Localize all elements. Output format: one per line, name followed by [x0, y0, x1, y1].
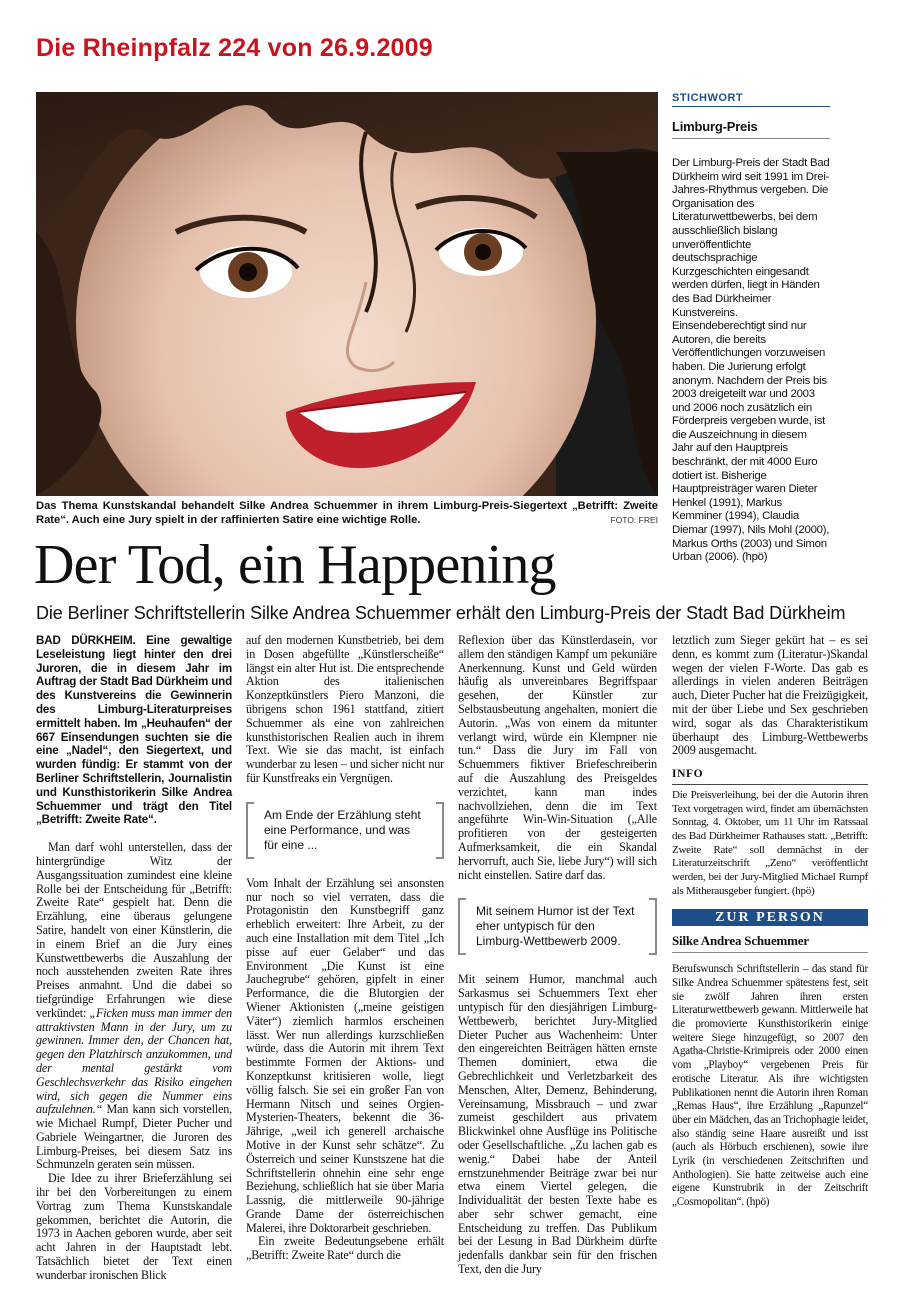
article-paragraph: auf den modernen Kunstbetrieb, bei dem in Dosen abgefüllte „Künstlerscheiße“ längst ein alter Hut ist. Die entsprechende Aktion des italienischen Konzeptkünstlers Piero Manzoni, die übrigens schon 1961 stattfand, zitiert Schuemmer als eine von zahlreichen kunsthistorischen Realien auch in ihrem Text. Wie sie das macht, ist einfach wunderbar zu lesen – und sicher nicht nur für Kunstfreaks ein Vergnügen. [246, 633, 444, 785]
article-paragraph: Mit seinem Humor, manchmal auch Sarkasmus sei Schuemmers Text eher untypisch für den diesjährigen Limburg-Wettbewerb, berichtet Jury-Mitglied Dieter Pucher aus Wachenheim: Unter den eingereichten Beiträgen hätten ernste Themen dominiert, etwa die Gebrechlichkeit und Verletzbarkeit des Menschen, Alter, Demenz, Behinderung, Vereinsamung, Missbrauch – und zwar zumeist geschildert aus privatem Blickwinkel ohne Ausflüge ins Politische oder Gesellschaftliche. „Zu lachen gab es wenig.“ Dabei habe der Anteil ernstzunehmender Beiträge zwar bei nur etwa einem Viertel gelegen, die Individualität der besten Texte habe es aber sehr schwer gemacht, eine Entscheidung zu treffen. Das Publikum bei der Lesung in Bad Dürkheim dürfte jedenfalls dankbar sein für den frischen Text, den die Jury [458, 972, 657, 1277]
photo-credit: FOTO: FREI [610, 515, 658, 525]
info-box [672, 768, 868, 898]
italic-quote: „Ficken muss man immer den attraktivsten Mann in der Jury, um zu gewinnen. Immer den, der Chancen hat, gegen den Platzhirsch anzukommen, und der mental gestärkt vom Geschlechsverkehr das Risiko eingehen wird, sich gegen die Nummer eins aufzulehnen.“ [36, 1005, 233, 1117]
stichwort-title: Limburg-Preis [672, 119, 830, 139]
article-lead: BAD DÜRKHEIM. Eine gewaltige Leseleistung liegt hinter den drei Juroren, die in diesem Jahr im Auftrag der Stadt Bad Dürkheim und des Kunstvereins die Gewinnerin des Limburg-Literaturpreises ermittelt haben. Im „Heuhaufen“ der 667 Einsendungen suchten sie die eine „Nadel“, den Siegertext, und wurden fündig: Er stammt von der Berliner Schriftstellerin, Journalistin und Kunsthistorikerin Silke Andrea Schuemmer und trägt den Titel „Betrifft: Zweite Rate“. [36, 634, 232, 827]
zur-person-title: Silke Andrea Schuemmer [672, 934, 868, 953]
pull-quote: Am Ende der Erzählung steht eine Performance, und was für eine ... [246, 802, 444, 859]
info-label: INFO [672, 768, 868, 785]
zur-person-text: Berufswunsch Schriftstellerin – das stand für Silke Andrea Schuemmer spätestens fest, seit sie zwölf Jahren ihren ersten Literaturwettbewerb gewann. Mittlerweile hat die promovierte Kunsthistorikerin einige weitere Siege hinzugefügt, so 2007 den Agatha-Christie-Krimipreis oder 2000 einen vom „Playboy“ vergebenen Preis für erotische Literatur. Als ihre wichtigsten Publikationen nennt die Autorin ihren Roman „Remas Haus“, ihre Erzählung „Rapunzel“ über ein Mädchen, das an Trichophagie leidet, also ständig seine Haare ausreißt und isst (auch als Hörbuch erschienen), sowie ihre Lyrik (in verschiedenen Zeitschriften und Anthologien). Sie hatte zeitweise auch eine eigene Kunstrubrik in der Zeitschrift „Cosmopolitan“. (hpö) [672, 963, 868, 1209]
article-column-1 [36, 634, 232, 1283]
stichwort-box [672, 92, 868, 565]
article-paragraph: Vom Inhalt der Erzählung sei ansonsten nur noch so viel verraten, dass die Protagonistin den Kunstbegriff ganz erheblich erweitert: Ihre Arbeit, zu der auch eine Installation mit dem Titel „Ich pisse auf euer Gelaber“ und das Environment „Die Kunst ist eine Jauchegrube“ gehören, gipfelt in einer Performance, die die Blutorgien der Wiener Aktionisten („meine geistigen Väter“) ziemlich harmlos erscheinen lässt. Wer nun allerdings kurzschließen würde, dass die Autorin mit ihrem Text bestimmte Formen der Aktions- und Konzeptkunst kritisieren wolle, liegt völlig falsch. Sie sei ein großer Fan von Hermann Nitsch und seines Orgien-Mysterien-Theaters, bekennt die 36-Jährige, „weil ich generell archaische Motive in der Kunst sehr schätze“. Zu Österreich und seiner Kunstszene hat die Schriftstellerin ohnehin eine sehr enge Beziehung, schließlich hat sie über Maria Lassnig, die mittlerweile 90-jährige Grande Dame der österreichischen Malerei, ihre Doktorarbeit geschrieben. [246, 875, 444, 1235]
subheadline: Die Berliner Schriftstellerin Silke Andrea Schuemmer erhält den Limburg-Preis der Stadt Bad Dürkheim [36, 603, 846, 623]
author-photo [36, 92, 658, 496]
article-paragraph: Ein zweite Bedeutungsebene erhält „Betrifft: Zweite Rate“ durch die [246, 1234, 444, 1263]
caption-text: Das Thema Kunstskandal behandelt Silke Andrea Schuemmer in ihrem Limburg-Preis-Siegertext „Betrifft: Zweite Rate“. Auch eine Jury spielt in der raffinierten Satire eine wichtige Rolle. [36, 500, 658, 526]
pull-quote: Mit seinem Humor ist der Text eher untypisch für den Limburg-Wettbewerb 2009. [458, 898, 657, 955]
article-column-2 [246, 634, 444, 1263]
zur-person-label: ZUR PERSON [672, 909, 868, 927]
article-column-4 [672, 634, 868, 1210]
article-paragraph: Die Idee zu ihrer Brieferzählung sei ihr bei den Vorbereitungen zu einem Vortrag zum Thema Kunstskandale gekommen, berichtet die Autorin, die 1973 in Aachen geboren wurde, aber seit acht Jahren in der Hauptstadt lebt. Tatsächlich bietet der Text einen wunderbar ironischen Blick [36, 1171, 232, 1282]
text-run: Man darf wohl unterstellen, dass der hintergründige Witz der Ausgangssituation zumindest eine kleine Rolle bei der Entscheidung für „Betrifft: Zweite Rate“ gespielt hat. Denn die Erzählung, eine überaus gelungene Satire, handelt von einer Künstlerin, die in einem Brief an die Jury eines Kunstwettbewerbs die Auszahlung der noch ausstehenden zweiten Rate ihres Preises anmahnt. Und die dabei so tiefgründige Erfahrungen wie diese verkündet: [36, 840, 232, 1020]
article-paragraph: Reflexion über das Künstlerdasein, vor allem den ständigen Kampf um pekuniäre Anerkennung. Kunst und Geld würden häufig als unvereinbares Begriffspaar gesehen, der Künstler zur Selbstausbeutung angehalten, moniert die Autorin. „Was von einem da mitunter verlangt wird, würde ein Klempner nie tun.“ Dass die Jury im Fall von Schuemmers fiktiver Briefeschreiberin auf die Auszahlung des Preisgeldes verzichtet, kann man indes nachvollziehen, denn die im Text angeführte Win-Win-Situation („Alle profitieren von der gesteigerten Aufmerksamkeit, die ein Skandal hervorruft, auch Sie, liebe Jury“) will sich nicht einstellen. Satire darf das. [458, 633, 657, 882]
source-line: Die Rheinpfalz 224 von 26.9.2009 [36, 34, 433, 62]
stichwort-text: Der Limburg-Preis der Stadt Bad Dürkheim wird seit 1991 im Drei-Jahres-Rhythmus vergeben. Die Organisation des Literaturwettbewerbs, bei dem ausschließlich bislang unveröffentlichte deutschsprachige Kurzgeschichten eingesandt werden dürfen, liegt in Händen des Bad Dürkheimer Kunstvereins. Einsendeberechtigt sind nur Autoren, die bereits Veröffentlichungen vorzuweisen haben. Die Jurierung erfolgt anonym. Nachdem der Preis bis 2003 dreigeteilt war und 2003 und 2006 noch zusätzlich ein Förderpreis vergeben wurde, ist die Auszeichnung in diesem Jahr auf den Hauptpreis beschränkt, der mit 4000 Euro dotiert ist. Bisherige Hauptpreisträger waren Dieter Henkel (1991), Markus Kemminer (1994), Claudia Diemar (1997), Nils Mohl (2000), Markus Orths (2003) und Simon Urban (2006). (hpö) [672, 157, 830, 564]
text-run: Man kann sich vorstellen, wie Michael Rumpf, Dieter Pucher und Gabriele Weingartner, die Juroren des Limburg-Preises, bei diesem Satz ins Schmunzeln geraten sein müssen. [36, 1102, 232, 1172]
article-paragraph [36, 841, 232, 1172]
article-paragraph: letztlich zum Sieger gekürt hat – es sei denn, es kommt zum (Literatur-)Skandal wegen der vielen F-Worte. Das gab es allerdings in vielen anderen Beiträgen auch, Dieter Pucher hat die Freizügigkeit, mit der über Liebe und Sex geschrieben wird, sogar als das Charakteristikum überhaupt des Limburg-Wettbewerbs 2009 ausgemacht. [672, 633, 868, 758]
portrait-illustration [36, 92, 658, 496]
article-column-3 [458, 634, 657, 1277]
info-text: Die Preisverleihung, bei der die Autorin ihren Text vorgetragen wird, findet am übernächsten Sonntag, 4. Oktober, um 11 Uhr im Ratssaal des Bad Dürkheimer Rathauses statt. „Betrifft: Zweite Rate“ soll demnächst in der Literaturzeitschrift „Zeno“ veröffentlicht werden, bei der Jury-Mitglied Michael Rumpf als Mitherausgeber fungiert. (hpö) [672, 788, 868, 897]
headline: Der Tod, ein Happening [34, 534, 556, 596]
stichwort-label: STICHWORT [672, 92, 830, 107]
photo-caption [36, 499, 658, 527]
